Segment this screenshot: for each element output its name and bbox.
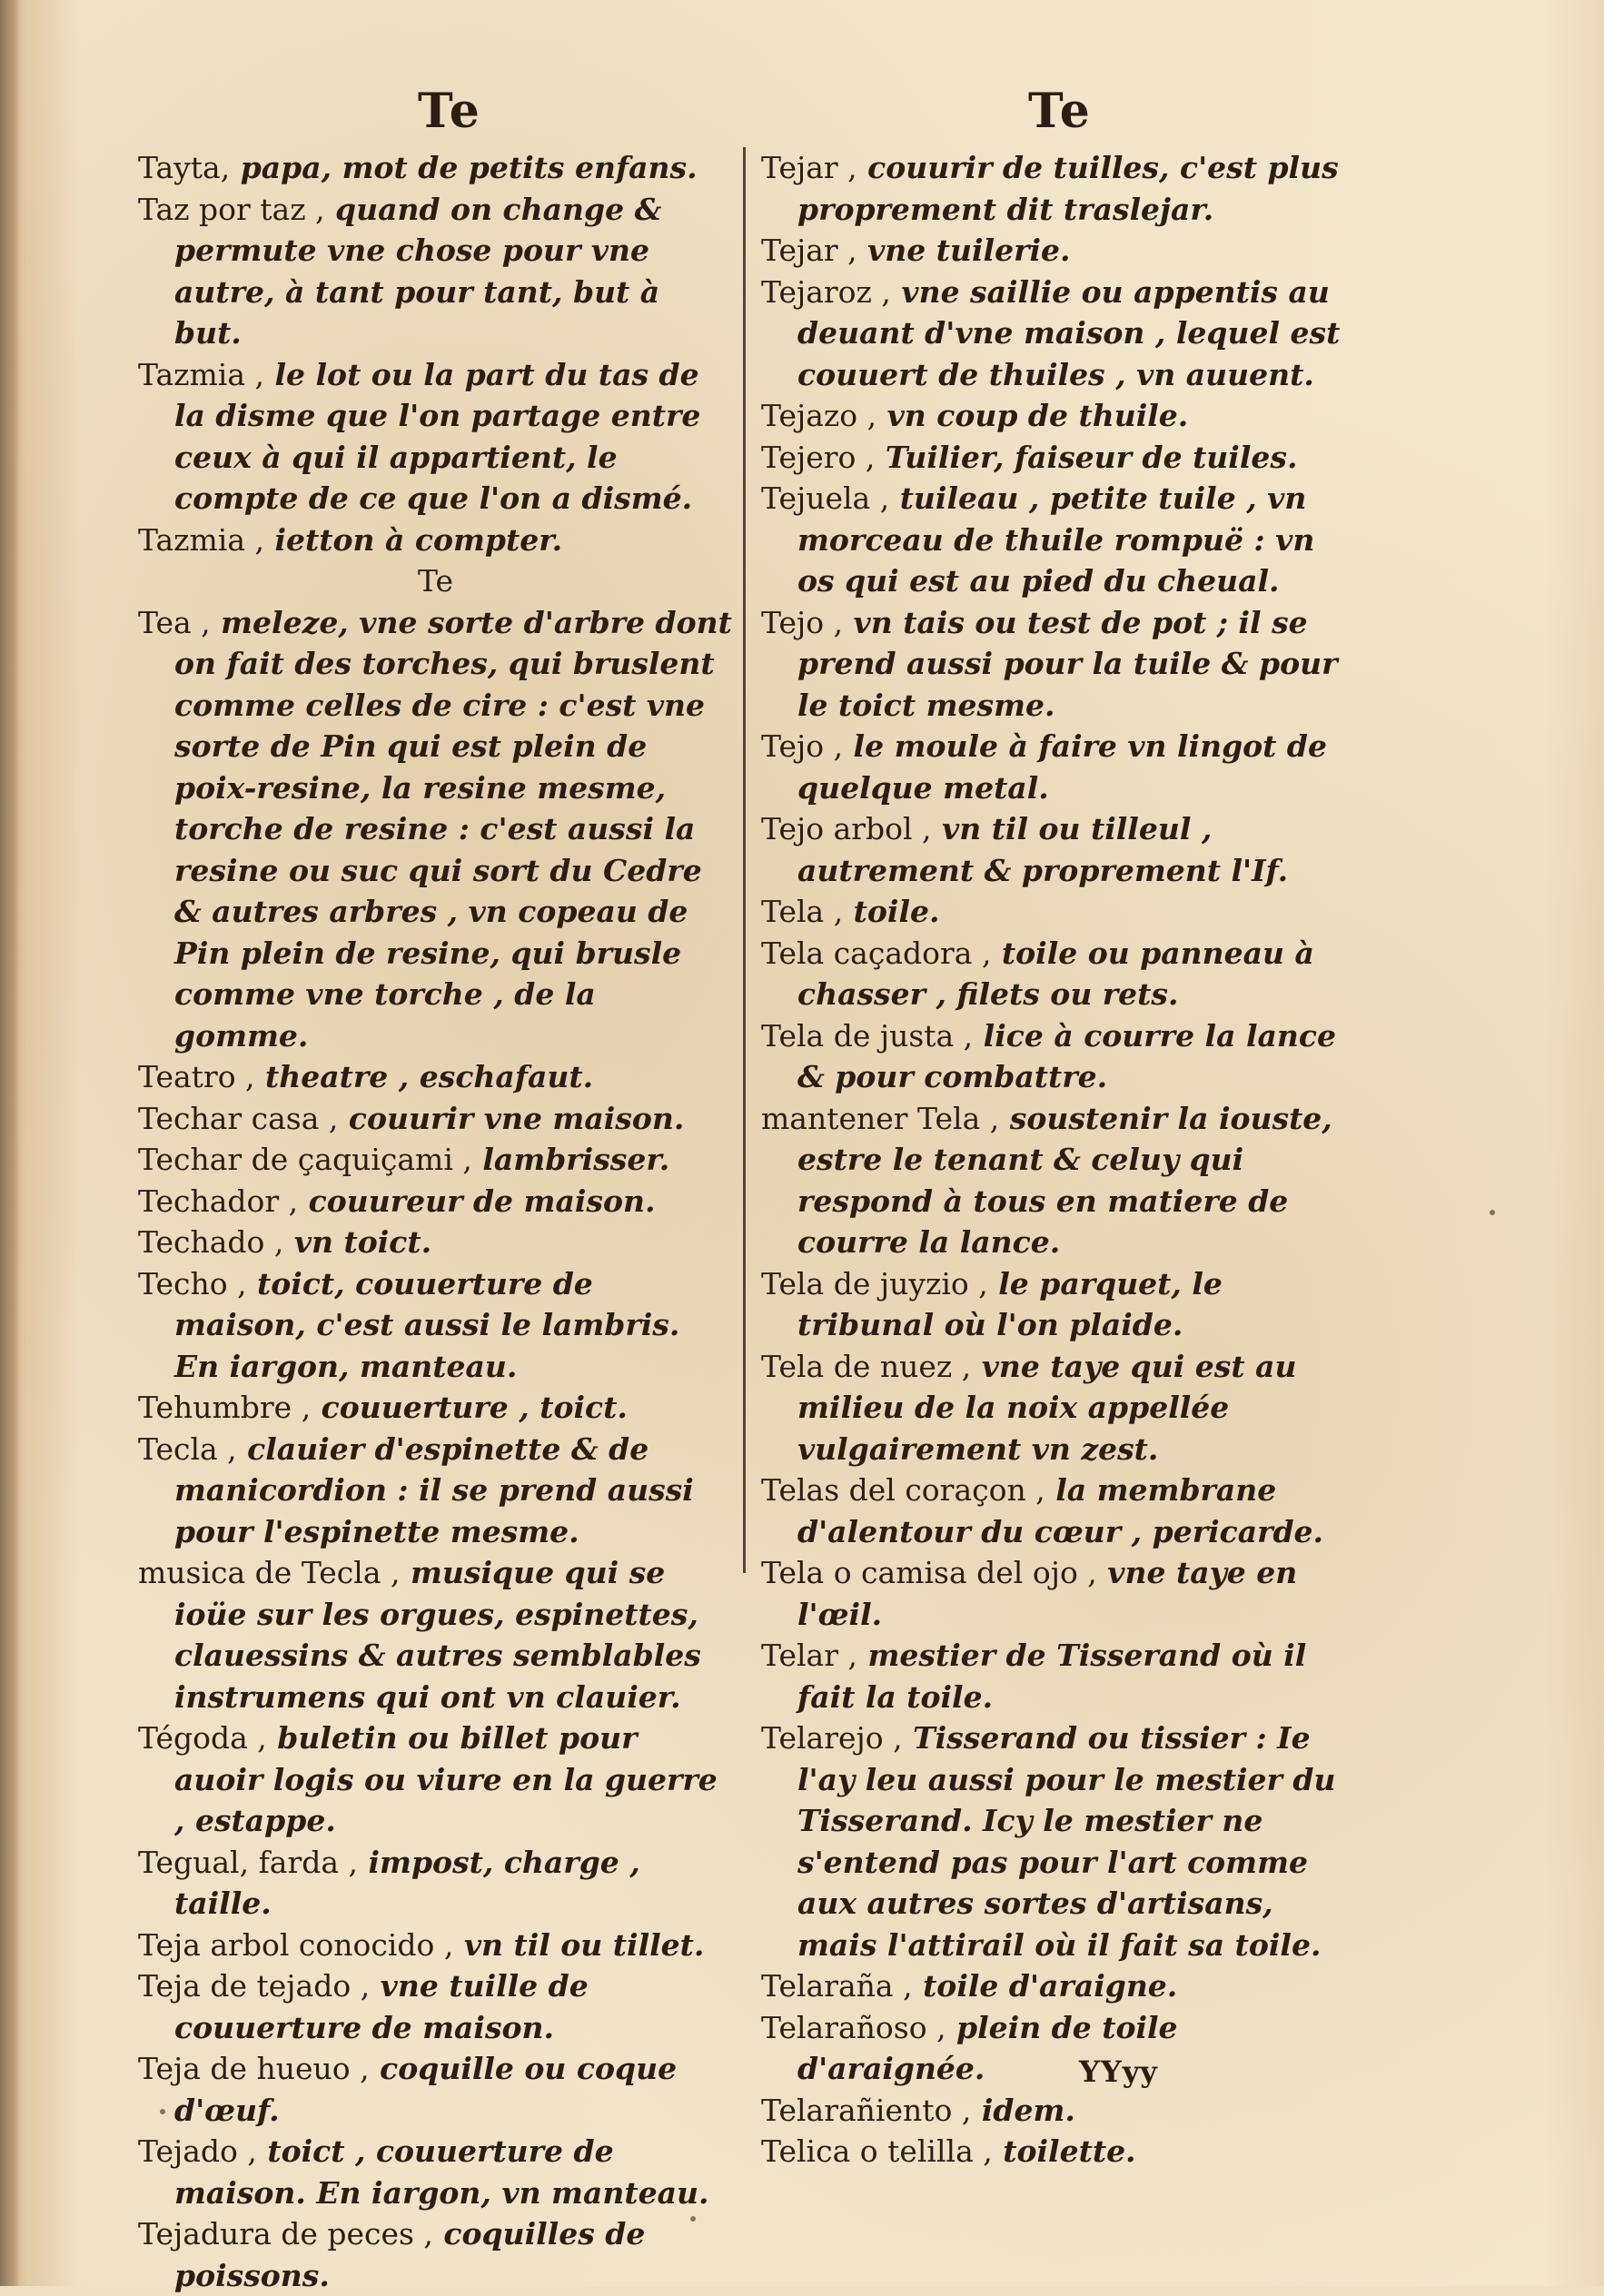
dictionary-entry — [138, 1842, 733, 1925]
entry-definition: vn coup de thuile. — [876, 398, 1189, 433]
entry-definition: vn til ou tilleul , autrement & proprement l'If. — [797, 811, 1289, 888]
entry-definition: vne taye qui est au milieu de la noix appellée vulgairement vn zest. — [797, 1348, 1297, 1467]
entry-headword: Tazmia , — [138, 521, 265, 558]
entry-definition: vn til ou tillet. — [453, 1926, 705, 1963]
dictionary-entry — [761, 933, 1361, 1015]
entry-definition: coquille ou coque d'œuf. — [174, 2051, 678, 2128]
dictionary-entry — [138, 189, 733, 354]
dictionary-entry — [138, 354, 733, 520]
entry-definition: toict , couuerture de maison. En iargon, vn manteau. — [174, 2133, 709, 2211]
entry-headword: Tela de justa , — [761, 1017, 974, 1054]
entry-headword: Tela caçadora , — [761, 935, 992, 971]
entry-definition: tuileau , petite tuile , vn morceau de thuile rompuë : vn os qui est au pied du cheual. — [797, 480, 1315, 599]
entry-headword: Tazmia , — [138, 356, 265, 392]
dictionary-entry — [761, 437, 1361, 479]
dictionary-entry — [761, 1098, 1361, 1263]
dictionary-entry — [138, 147, 733, 189]
entry-headword: Telica o telilla , — [761, 2133, 993, 2169]
entry-headword: Techar de çaquiçami , — [138, 1142, 472, 1177]
dictionary-entry — [138, 1965, 733, 2048]
entry-headword: Tela de juyzio , — [761, 1265, 988, 1301]
dictionary-entry — [138, 1056, 733, 1098]
left-column — [138, 147, 733, 2296]
entry-definition: theatre , eschafaut. — [254, 1059, 594, 1094]
entry-definition: papa, mot de petits enfans. — [230, 150, 698, 185]
entry-headword: Teatro , — [138, 1059, 255, 1094]
entry-headword: Tejar , — [761, 233, 857, 268]
entry-headword: Tejar , — [761, 150, 857, 185]
dictionary-entry — [761, 2007, 1361, 2090]
entry-headword: mantener Tela , — [761, 1100, 1000, 1136]
dictionary-entry — [138, 2213, 733, 2296]
dictionary-entry — [761, 2090, 1361, 2132]
entry-definition: buletin ou billet pour auoir logis ou viure en la guerre , estappe. — [174, 1720, 718, 1838]
dictionary-entry — [761, 1015, 1361, 1098]
dictionary-entry — [138, 1552, 733, 1717]
dictionary-entry — [761, 2131, 1361, 2172]
entry-definition: toict, couuerture de maison, c'est aussi le lambris. En iargon, manteau. — [174, 1265, 680, 1384]
entry-definition: Tisserand ou tissier : Ie l'ay leu aussi pour le mestier du Tisserand. Icy le mestier ne s'entend pas pour l'art comme aux autres sortes d'artisans, mais l'attirail où il fait sa toile. — [797, 1720, 1336, 1963]
entry-definition: meleze, vne sorte d'arbre dont on fait des torches, qui bruslent comme celles de cire : c'est vne sorte de Pin qui est plein de poix-resine, la resine mesme, torche de resine : c'est aussi la resine ou suc qui sort du Cedre & autres arbres , vn copeau de Pin plein de resine, qui brusle comme vne torche , de la gomme. — [174, 604, 732, 1054]
entry-definition: le moule à faire vn lingot de quelque metal. — [797, 728, 1327, 806]
dictionary-entry — [138, 1429, 733, 1553]
dictionary-entry — [138, 1925, 733, 1966]
entry-headword: Telarejo , — [761, 1720, 903, 1756]
entry-definition: couurir de tuilles, c'est plus proprement dit traslejar. — [797, 150, 1339, 227]
dictionary-entry — [761, 1965, 1361, 2007]
entry-definition: vne taye en l'œil. — [797, 1555, 1298, 1632]
column-rule — [743, 147, 746, 1573]
entry-definition: couurir vne maison. — [338, 1100, 685, 1136]
dictionary-entry — [761, 1346, 1361, 1470]
entry-headword: Tela , — [761, 894, 844, 929]
section-heading: Te — [418, 563, 453, 599]
running-head-right: Te — [1028, 84, 1092, 139]
entry-definition: le parquet, le tribunal où l'on plaide. — [797, 1265, 1223, 1342]
entry-headword: Tejo arbol , — [761, 811, 932, 846]
entry-headword: Tégoda , — [138, 1720, 267, 1756]
entry-headword: Telarañiento , — [761, 2092, 972, 2128]
entry-definition: toilette. — [992, 2133, 1136, 2169]
entry-definition: vn toict. — [283, 1224, 432, 1260]
entry-definition: plein de toile d'araignée. — [797, 2009, 1178, 2086]
entry-definition: clauier d'espinette & de manicordion : il se prend aussi pour l'espinette mesme. — [174, 1430, 694, 1549]
entry-definition: mestier de Tisserand où il fait la toile. — [797, 1638, 1307, 1715]
entry-definition: vn tais ou test de pot ; il se prend aussi pour la tuile & pour le toict mesme. — [797, 604, 1338, 723]
entry-definition: Tuilier, faiseur de tuiles. — [875, 439, 1298, 475]
dictionary-entry — [761, 272, 1361, 396]
dictionary-entry — [761, 1635, 1361, 1717]
binding-gutter — [0, 0, 20, 2286]
entry-definition: soustenir la iouste, estre le tenant & celuy qui respond à tous en matiere de courre la lance. — [797, 1100, 1332, 1260]
signature-mark: YYyy — [1079, 2054, 1158, 2089]
dictionary-entry — [138, 1139, 733, 1181]
entry-definition: vne saillie ou appentis au deuant d'vne maison , lequel est couuert de thuiles , vn auuent. — [797, 273, 1341, 392]
entry-headword: Tehumbre , — [138, 1390, 312, 1425]
dictionary-entry — [138, 1181, 733, 1222]
ink-speck — [690, 2216, 696, 2222]
dictionary-entry — [761, 395, 1361, 437]
dictionary-entry — [761, 726, 1361, 808]
entry-definition: couuerture , toict. — [311, 1390, 628, 1425]
entry-headword: Tecla , — [138, 1430, 237, 1467]
dictionary-entry — [761, 230, 1361, 272]
entry-headword: Tejadura de peces , — [138, 2216, 433, 2251]
entry-headword: Tejo , — [761, 604, 844, 640]
entry-headword: Telaraña , — [761, 1968, 913, 2004]
dictionary-entry — [761, 1470, 1361, 1552]
entry-definition: le lot ou la part du tas de la disme que l'on partage entre ceux à qui il appartient, le compte de ce que l'on a dismé. — [174, 356, 701, 516]
entry-definition: la membrane d'alentour du cœur , pericarde. — [797, 1472, 1324, 1549]
dictionary-entry — [138, 2131, 733, 2213]
entry-definition: idem. — [971, 2092, 1075, 2128]
entry-headword: Teja arbol conocido , — [138, 1926, 454, 1963]
entry-headword: Teja de tejado , — [138, 1968, 371, 2004]
entry-headword: Tejado , — [138, 2133, 257, 2169]
dictionary-entry — [761, 1717, 1361, 1965]
dictionary-entry — [761, 1552, 1361, 1635]
entry-headword: Tegual, farda , — [138, 1844, 359, 1880]
dictionary-entry — [138, 2048, 733, 2131]
entry-headword: Tela o camisa del ojo , — [761, 1555, 1097, 1590]
dictionary-entry — [138, 520, 733, 561]
entry-definition: lice à courre la lance & pour combattre. — [797, 1017, 1336, 1094]
entry-headword: Teja de hueuo , — [138, 2051, 370, 2086]
dictionary-entry — [138, 1222, 733, 1263]
dictionary-entry — [761, 1263, 1361, 1346]
entry-headword: Techador , — [138, 1183, 299, 1219]
dictionary-entry — [761, 602, 1361, 727]
entry-headword: musica de Tecla , — [138, 1555, 401, 1590]
entry-definition: toile ou panneau à chasser , filets ou rets. — [797, 935, 1314, 1012]
entry-definition: quand on change & permute vne chose pour vne autre, à tant pour tant, but à but. — [174, 191, 662, 351]
entry-headword: Tejaroz , — [761, 273, 891, 310]
dictionary-entry — [761, 808, 1361, 891]
entry-headword: Techo , — [138, 1265, 247, 1301]
entry-headword: Taz por taz , — [138, 191, 325, 227]
entry-headword: Techar casa , — [138, 1100, 339, 1136]
entry-definition: musique qui se ioüe sur les orgues, espinettes, clauessins & autres semblables instrumens qui ont vn clauier. — [174, 1555, 701, 1715]
dictionary-entry — [138, 1387, 733, 1429]
dictionary-entry — [761, 478, 1361, 602]
dictionary-entry — [138, 1098, 733, 1140]
entry-headword: Telas del coraçon , — [761, 1472, 1045, 1508]
entry-headword: Tayta, — [138, 150, 231, 185]
dictionary-entry — [138, 1717, 733, 1842]
entry-definition: couureur de maison. — [298, 1183, 656, 1219]
running-head-left: Te — [418, 84, 481, 139]
entry-headword: Techado , — [138, 1224, 284, 1260]
entry-definition: vne tuilerie. — [856, 233, 1071, 268]
entry-headword: Tejuela , — [761, 480, 890, 516]
entry-headword: Tejo , — [761, 728, 844, 764]
entry-definition: impost, charge , taille. — [174, 1844, 640, 1921]
entry-headword: Telar , — [761, 1638, 857, 1673]
dictionary-entry — [138, 1263, 733, 1388]
dictionary-entry — [138, 602, 733, 1057]
dictionary-entry — [761, 891, 1361, 933]
ink-speck — [160, 2109, 165, 2114]
entry-definition: ietton à compter. — [264, 521, 563, 558]
entry-definition: toile d'araigne. — [912, 1968, 1178, 2004]
entry-definition: coquilles de poissons. — [174, 2216, 646, 2293]
entry-definition: lambrisser. — [471, 1142, 670, 1177]
ink-speck — [1490, 1210, 1495, 1215]
right-column — [761, 147, 1361, 2172]
entry-headword: Telarañoso , — [761, 2009, 946, 2045]
entry-definition: toile. — [843, 894, 940, 929]
entry-definition: vne tuille de couuerture de maison. — [174, 1968, 589, 2045]
entry-headword: Tela de nuez , — [761, 1348, 972, 1384]
dictionary-entry — [761, 147, 1361, 230]
entry-headword: Tejazo , — [761, 398, 877, 433]
entry-headword: Tea , — [138, 604, 211, 640]
entry-headword: Tejero , — [761, 439, 876, 475]
